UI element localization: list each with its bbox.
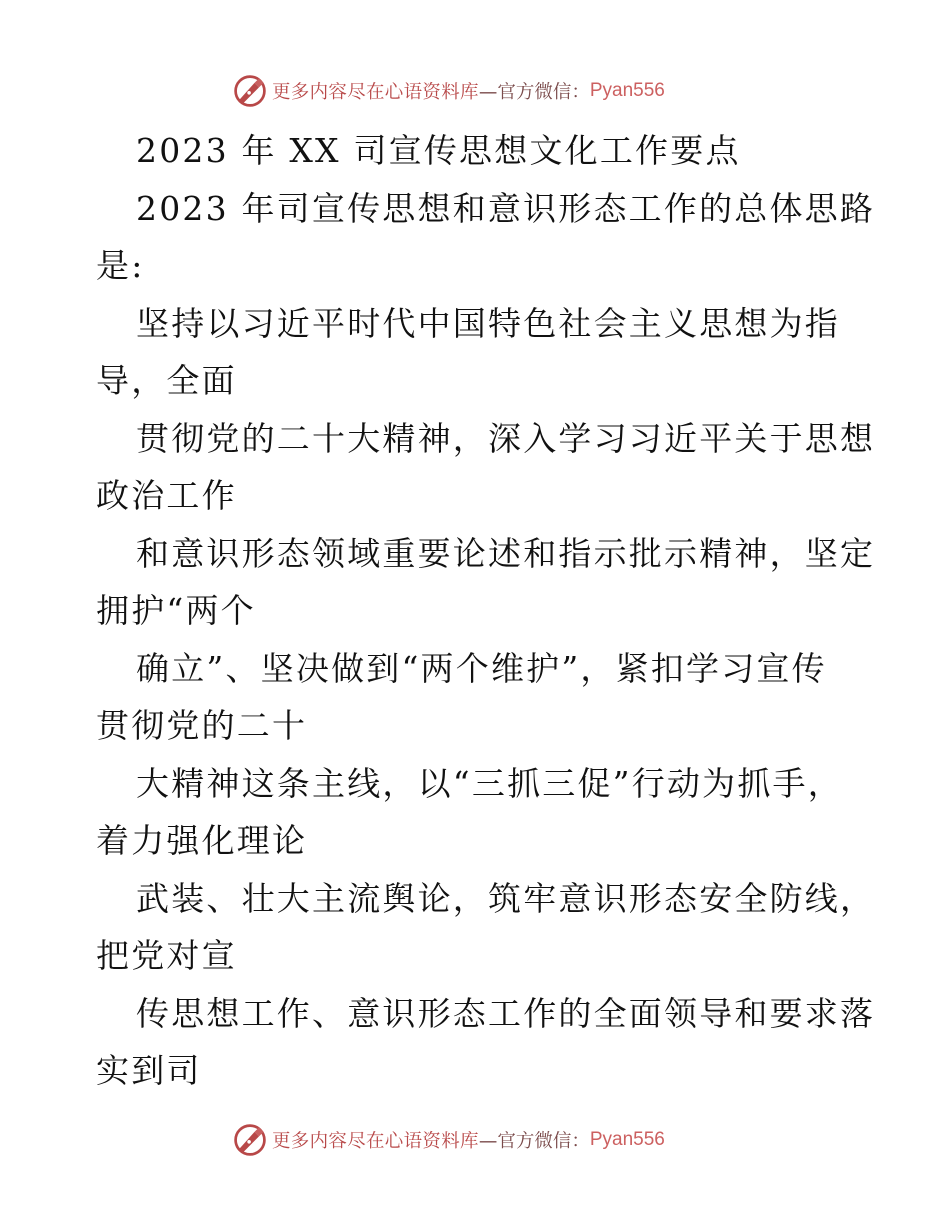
document-line: 和意识形态领域重要论述和指示批示精神，坚定 <box>136 533 876 573</box>
document-body <box>96 122 876 1100</box>
pen-nib-logo-icon <box>232 1122 268 1158</box>
document-line: 贯彻党的二十 <box>96 706 308 745</box>
document-line: 实到司 <box>96 1051 202 1090</box>
pen-nib-logo-icon <box>232 73 268 109</box>
document-line: 导，全面 <box>96 361 237 400</box>
footer-watermark-banner <box>232 1120 665 1160</box>
document-line: 武装、壮大主流舆论，筑牢意识形态安全防线， <box>136 878 876 918</box>
header-watermark-banner <box>232 71 665 111</box>
document-line: 贯彻党的二十大精神，深入学习习近平关于思想 <box>136 418 876 458</box>
banner-wechat-id: Pyan556 <box>589 80 665 101</box>
document-line: 是: <box>96 246 145 285</box>
document-line: 坚持以习近平时代中国特色社会主义思想为指 <box>136 303 840 343</box>
document-line: 大精神这条主线，以“三抓三促”行动为抓手， <box>136 763 843 803</box>
banner-wechat-label: —官方微信： <box>478 1131 590 1152</box>
document-line: 拥护“两个 <box>96 591 256 630</box>
document-line: 确立”、坚决做到“两个维护”，紧扣学习宣传 <box>136 648 827 688</box>
banner-wechat-label: —官方微信： <box>478 82 590 103</box>
document-line: 2023 年 XX 司宣传思想文化工作要点 <box>136 131 741 170</box>
document-line: 着力强化理论 <box>96 821 308 860</box>
document-line: 政治工作 <box>96 476 237 515</box>
banner-library-text: 更多内容尽在心语资料库 <box>272 82 479 103</box>
document-line: 传思想工作、意识形态工作的全面领导和要求落 <box>136 993 876 1033</box>
document-line: 2023 年司宣传思想和意识形态工作的总体思路 <box>136 188 876 228</box>
banner-library-text: 更多内容尽在心语资料库 <box>272 1131 479 1152</box>
document-line: 把党对宣 <box>96 936 237 975</box>
banner-wechat-id: Pyan556 <box>589 1129 665 1150</box>
